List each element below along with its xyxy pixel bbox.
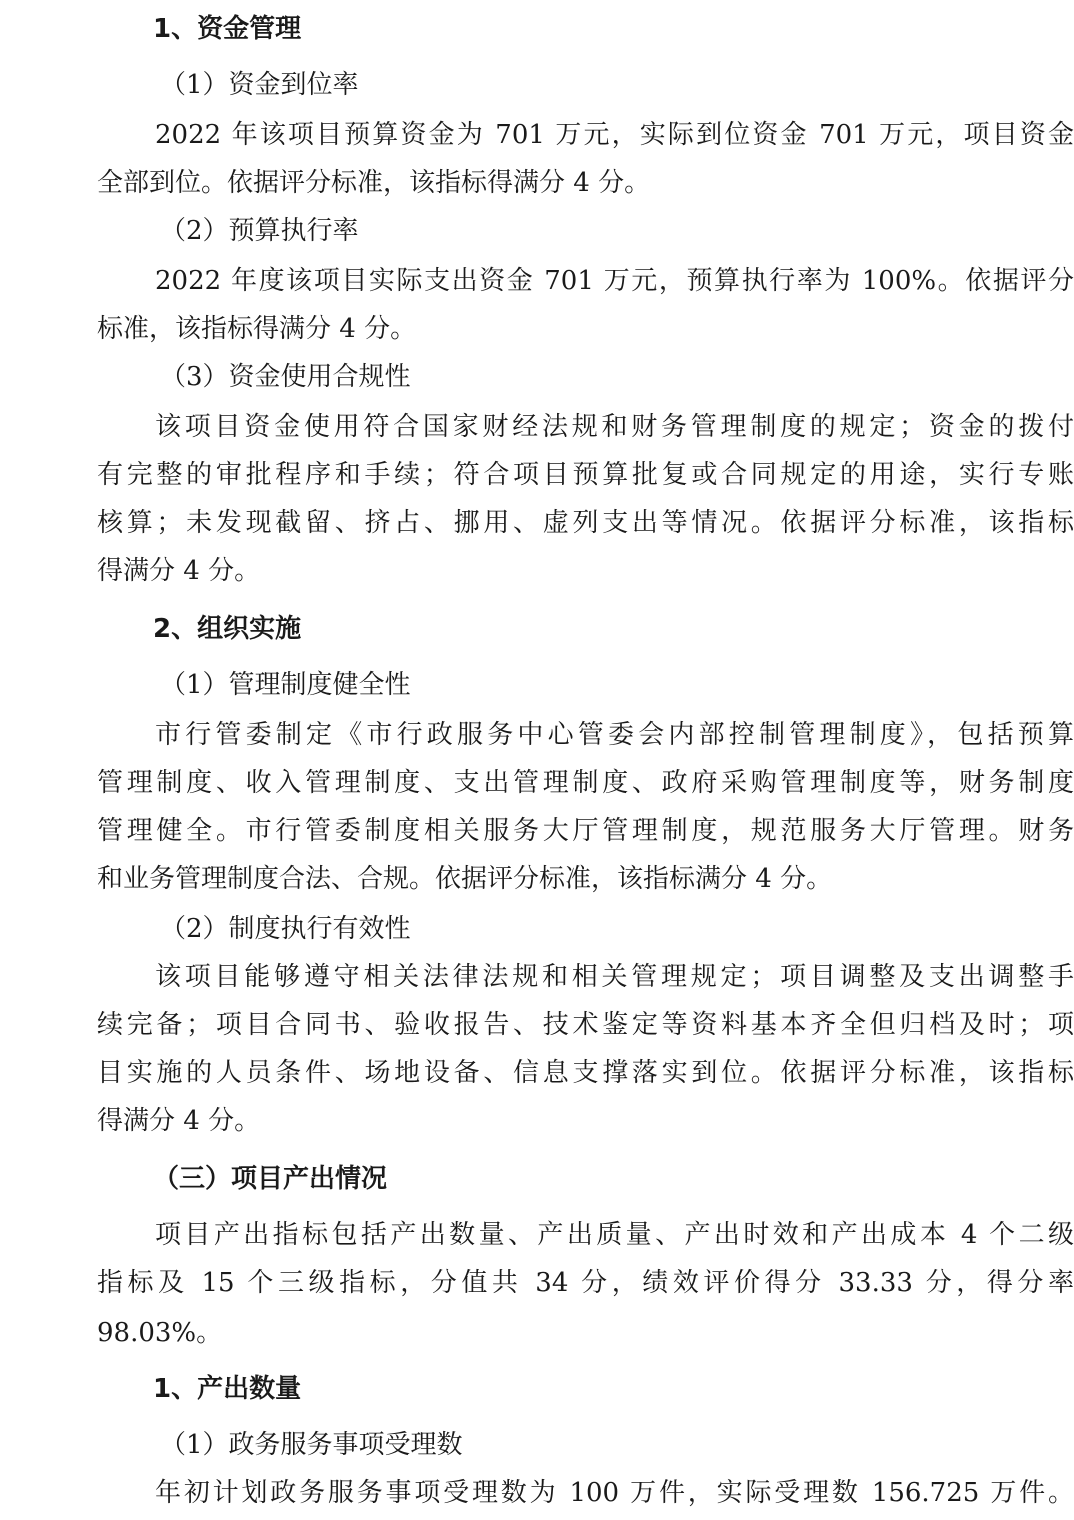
paragraph-line: 标准，该指标得满分 4 分。: [97, 314, 417, 344]
subsection-heading-service-items-accepted: （1）政务服务事项受理数: [160, 1430, 463, 1460]
subsection-heading-system-effectiveness: （2）制度执行有效性: [160, 914, 411, 944]
subsection-heading-fund-arrival-rate: （1）资金到位率: [160, 70, 359, 100]
section-heading-output-quantity: 1、产出数量: [153, 1374, 302, 1404]
section-heading-project-output: （三）项目产出情况: [153, 1164, 388, 1194]
subsection-heading-budget-execution-rate: （2）预算执行率: [160, 216, 359, 246]
section-heading-fund-management: 1、资金管理: [153, 14, 302, 44]
paragraph-line: 目实施的人员条件、场地设备、信息支撑落实到位。依据评分标准，该指标: [97, 1058, 1074, 1088]
paragraph-line: 得满分 4 分。: [97, 1106, 261, 1136]
section-heading-organization: 2、组织实施: [153, 614, 302, 644]
paragraph-line: 得满分 4 分。: [97, 556, 261, 586]
paragraph-line: 项目产出指标包括产出数量、产出质量、产出时效和产出成本 4 个二级: [155, 1220, 1074, 1250]
paragraph-line: 和业务管理制度合法、合规。依据评分标准，该指标满分 4 分。: [97, 864, 833, 894]
paragraph-line: 该项目能够遵守相关法律法规和相关管理规定；项目调整及支出调整手: [155, 962, 1074, 992]
paragraph-line: 指标及 15 个三级指标，分值共 34 分，绩效评价得分 33.33 分，得分率: [97, 1268, 1074, 1298]
paragraph-line: 核算；未发现截留、挤占、挪用、虚列支出等情况。依据评分标准，该指标: [97, 508, 1074, 538]
paragraph-line: 98.03%。: [97, 1318, 223, 1348]
paragraph-line: 市行管委制定《市行政服务中心管委会内部控制管理制度》，包括预算: [155, 720, 1074, 750]
subsection-heading-fund-compliance: （3）资金使用合规性: [160, 362, 411, 392]
paragraph-line: 续完备；项目合同书、验收报告、技术鉴定等资料基本齐全但归档及时；项: [97, 1010, 1074, 1040]
subsection-heading-management-system: （1）管理制度健全性: [160, 670, 411, 700]
paragraph-line: 管理制度、收入管理制度、支出管理制度、政府采购管理制度等，财务制度: [97, 768, 1074, 798]
paragraph-line: 有完整的审批程序和手续；符合项目预算批复或合同规定的用途，实行专账: [97, 460, 1074, 490]
paragraph-line: 管理健全。市行管委制度相关服务大厅管理制度，规范服务大厅管理。财务: [97, 816, 1074, 846]
paragraph-line: 该项目资金使用符合国家财经法规和财务管理制度的规定；资金的拨付: [155, 412, 1074, 442]
paragraph-line: 年初计划政务服务事项受理数为 100 万件，实际受理数 156.725 万件。: [155, 1478, 1074, 1508]
paragraph-line: 2022 年度该项目实际支出资金 701 万元，预算执行率为 100%。依据评分: [155, 266, 1074, 296]
paragraph-line: 全部到位。依据评分标准，该指标得满分 4 分。: [97, 168, 651, 198]
paragraph-line: 2022 年该项目预算资金为 701 万元，实际到位资金 701 万元，项目资金: [155, 120, 1074, 150]
